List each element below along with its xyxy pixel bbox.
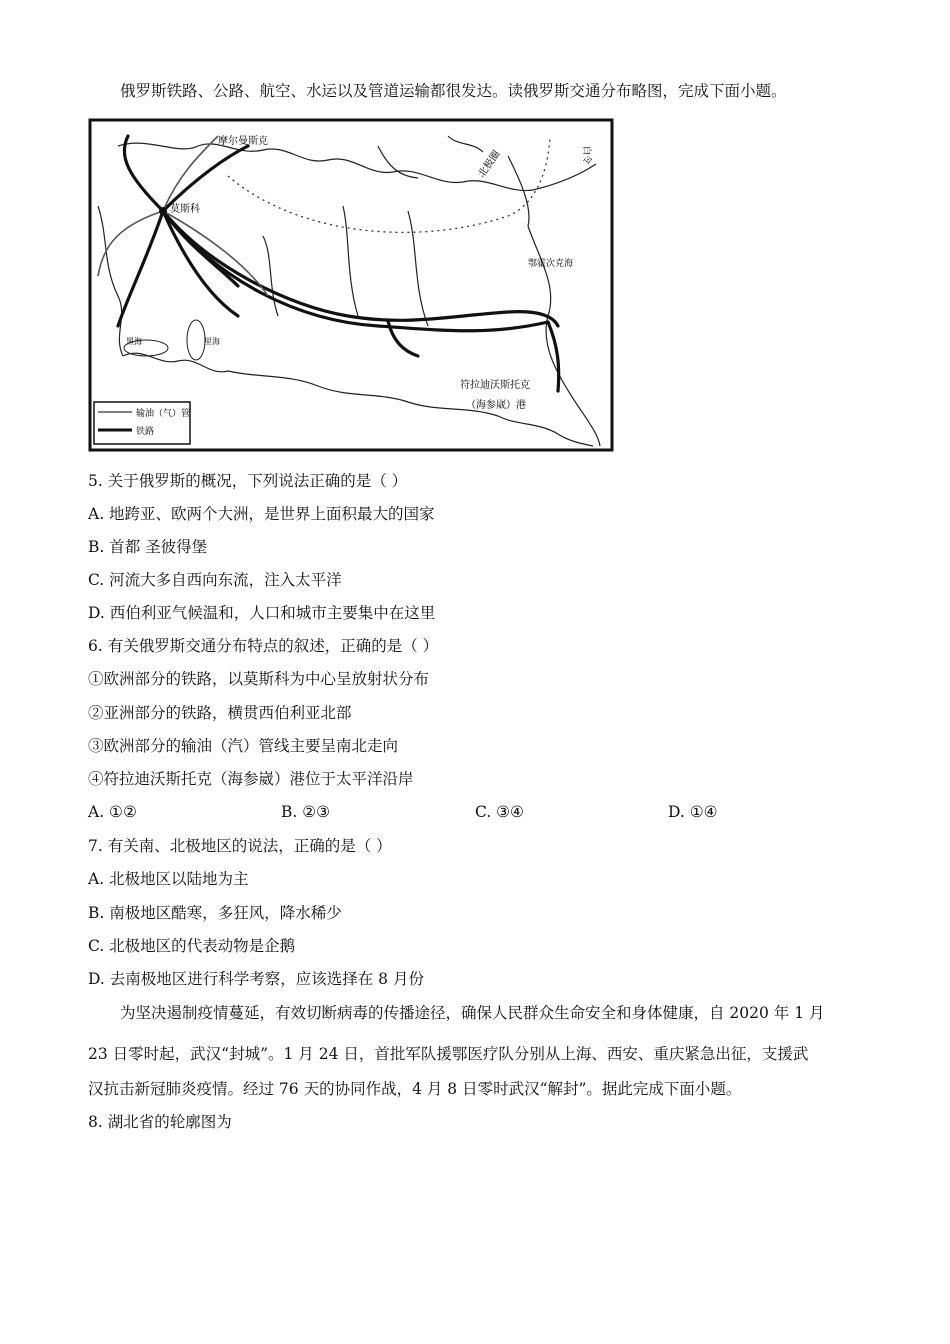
- question-7-option-c[interactable]: C. 北极地区的代表动物是企鹅: [88, 937, 296, 955]
- intro-paragraph-1: 俄罗斯铁路、公路、航空、水运以及管道运输都很发达。读俄罗斯交通分布略图，完成下面小题。: [120, 82, 787, 100]
- question-7-option-a[interactable]: A. 北极地区以陆地为主: [88, 870, 249, 888]
- map-label-moscow: 莫斯科: [170, 204, 200, 215]
- map-label-okhotsk: 鄂霍次克海: [528, 259, 574, 269]
- question-5-option-b[interactable]: B. 首都 圣彼得堡: [88, 538, 208, 556]
- map-legend: [94, 402, 190, 444]
- question-5-stem: 5. 关于俄罗斯的概况，下列说法正确的是（ ）: [88, 472, 408, 490]
- map-label-bering: 白令: [581, 146, 591, 165]
- legend-railway-label: 铁路: [136, 427, 155, 437]
- map-label-arctic-circle: 北极圈: [476, 148, 503, 180]
- question-7-stem: 7. 有关南、北极地区的说法，正确的是（ ）: [88, 837, 392, 855]
- question-6-statement-4: ④符拉迪沃斯托克（海参崴）港位于太平洋沿岸: [88, 770, 414, 788]
- map-label-vladivostok-1: 符拉迪沃斯托克: [460, 380, 530, 391]
- question-6-statement-3: ③欧洲部分的输油（汽）管线主要呈南北走向: [88, 737, 399, 755]
- question-5-option-a[interactable]: A. 地跨亚、欧两个大洲，是世界上面积最大的国家: [88, 505, 435, 523]
- intro-paragraph-2-line-3: 汉抗击新冠肺炎疫情。经过 76 天的协同作战，4 月 8 日零时武汉“解封”。据此完成下面小题。: [88, 1080, 742, 1098]
- question-6-option-c[interactable]: C. ③④: [475, 803, 524, 821]
- question-5-option-d[interactable]: D. 西伯利亚气候温和，人口和城市主要集中在这里: [88, 604, 436, 622]
- map-label-caspian: 里海: [204, 337, 220, 346]
- question-7-option-d[interactable]: D. 去南极地区进行科学考察，应该选择在 8 月份: [88, 970, 424, 988]
- intro-paragraph-2-line-2: 23 日零时起，武汉“封城”。1 月 24 日，首批军队援鄂医疗队分别从上海、西安、重庆紧急出征，支援武: [88, 1045, 809, 1063]
- intro-paragraph-2-line-1: 为坚决遏制疫情蔓延，有效切断病毒的传播途径，确保人民群众生命安全和身体健康，自 2020 年 1 月: [120, 1004, 825, 1022]
- russia-transport-map: [88, 116, 630, 456]
- question-8-stem: 8. 湖北省的轮廓图为: [88, 1113, 232, 1131]
- question-6-option-d[interactable]: D. ①④: [668, 803, 718, 821]
- question-6-statement-2: ②亚洲部分的铁路，横贯西伯利亚北部: [88, 704, 352, 722]
- question-5-option-c[interactable]: C. 河流大多自西向东流，注入太平洋: [88, 571, 342, 589]
- moscow-marker: [159, 207, 167, 215]
- question-6-option-a[interactable]: A. ①②: [88, 803, 137, 821]
- question-6-option-b[interactable]: B. ②③: [281, 803, 331, 821]
- question-6-stem: 6. 有关俄罗斯交通分布特点的叙述，正确的是（ ）: [88, 637, 439, 655]
- map-label-black-sea: 黑海: [126, 337, 142, 346]
- question-6-statement-1: ①欧洲部分的铁路，以莫斯科为中心呈放射状分布: [88, 670, 430, 688]
- map-label-murmansk: 摩尔曼斯克: [218, 136, 268, 147]
- map-label-vladivostok-2: （海参崴）港: [466, 400, 526, 411]
- question-7-option-b[interactable]: B. 南极地区酷寒，多狂风，降水稀少: [88, 904, 342, 922]
- legend-pipeline-label: 输油（气）管: [136, 409, 191, 419]
